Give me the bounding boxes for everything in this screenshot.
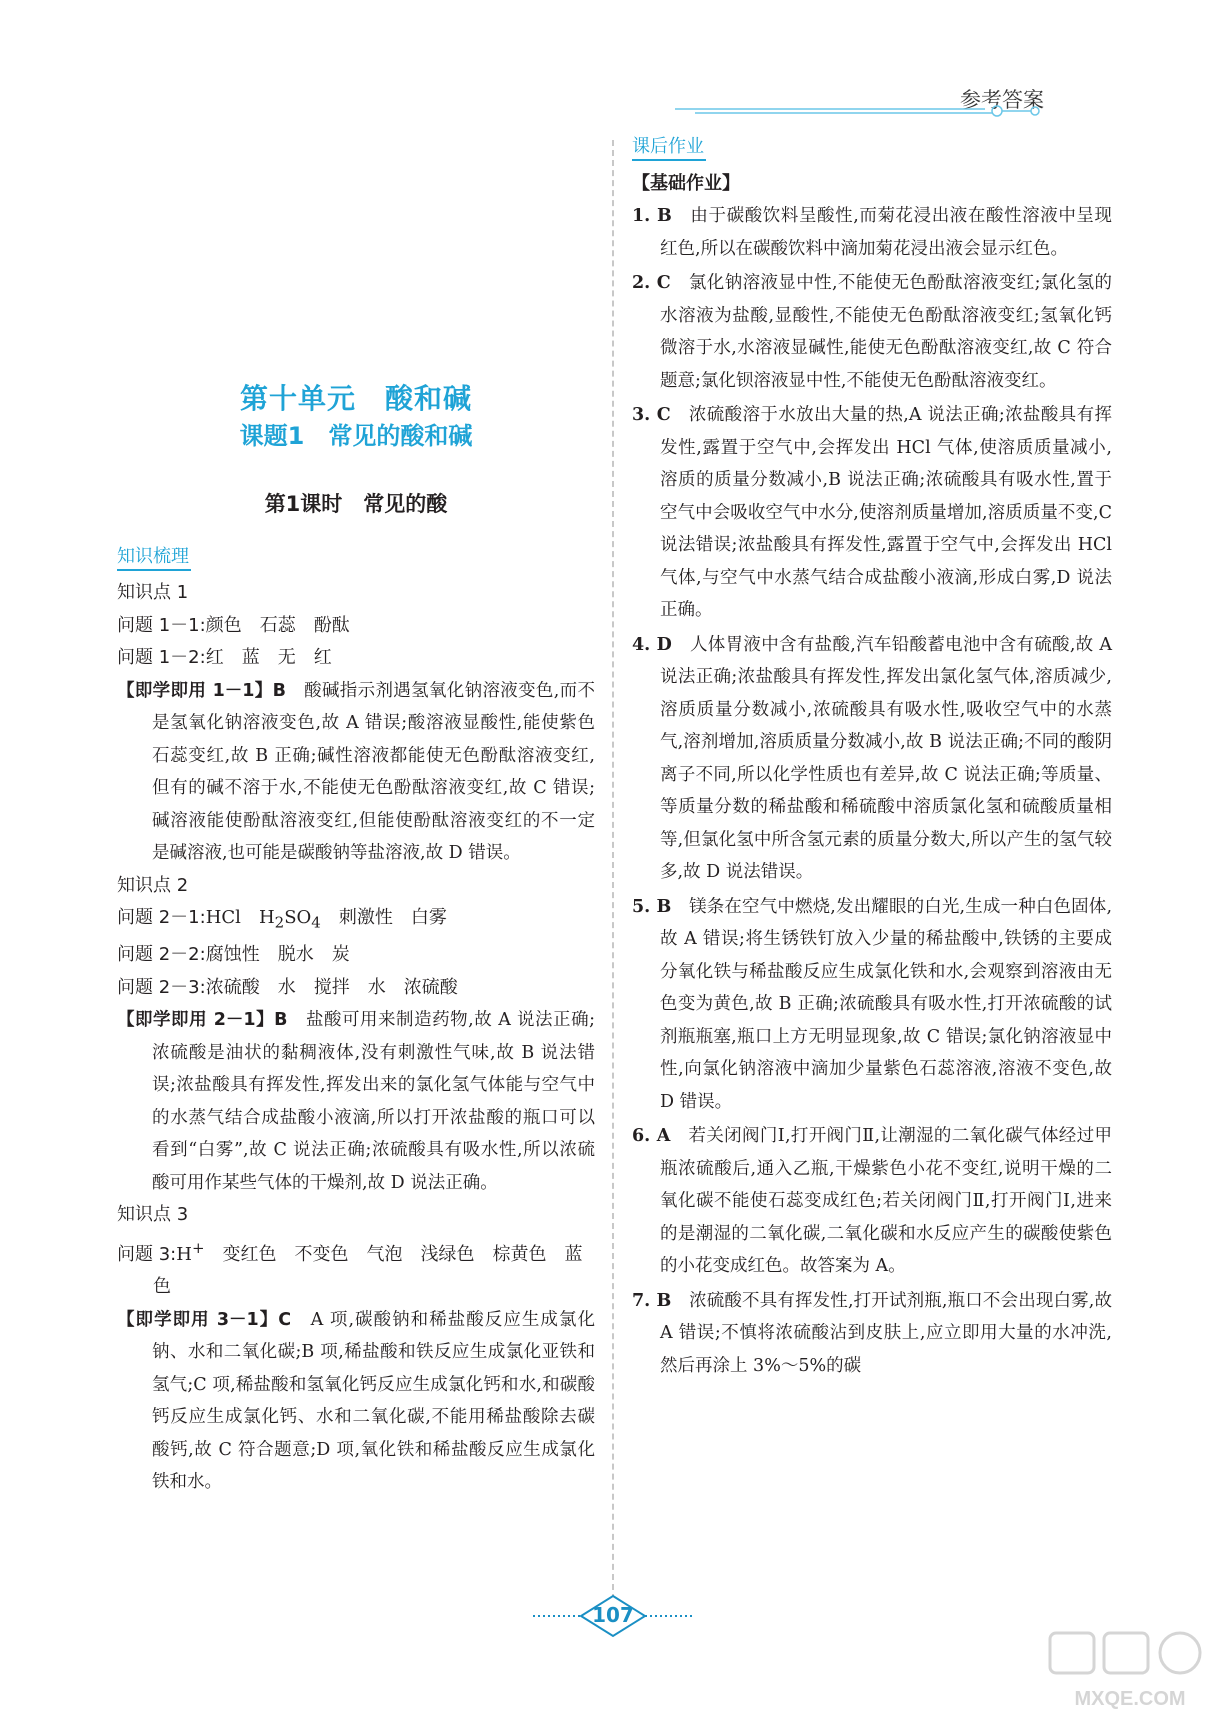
question-2-3: 问题 2－3:浓硫酸 水 搅拌 水 浓硫酸 [117, 976, 458, 998]
right-column [632, 132, 1112, 1384]
question-2-1: 问题 2－1:HCl $H_2SO_4$ 刺激性 白雾 [117, 907, 447, 932]
lesson-title: 课题1 常见的酸和碱 [239, 422, 473, 450]
practice-1-1: 【即学即用 1－1】B 酸碱指示剂遇氢氧化钠溶液变色,而不是氢氧化钠溶液变色,故 A 错误;酸溶液显酸性,能使紫色石蕊变红,故 B 正确;碱性溶液都能使无色酚酞溶液变红,但有的碱不溶于水,不能使无色酚酞溶液变红,故 C 错误;碱溶液能使酚酞溶液变红,但能使酚酞溶液变红的不一定是碱溶液,也可能是碳酸钠等盐溶液,故 D 错误。 [117, 680, 595, 863]
knowledge-point-3: 知识点 3 [117, 1204, 189, 1226]
practice-3-1: 【即学即用 3－1】C A 项,碳酸钠和稀盐酸反应生成氯化钠、水和二氧化碳;B 项,稀盐酸和铁反应生成氯化亚铁和氢气;C 项,稀盐酸和氢氧化钙反应生成氯化钙和水,和碳酸钙反应生成氯化钙、水和二氧化碳,不能用稀盐酸除去碳酸钙,故 C 符合题意;D 项,氧化铁和稀盐酸反应生成氯化铁和水。 [117, 1309, 595, 1493]
watermark-logo [1040, 1625, 1220, 1715]
answer-item: 7. B 浓硫酸不具有挥发性,打开试剂瓶,瓶口不会出现白雾,故 A 错误;不慎将浓硫酸沾到皮肤上,应立即用大量的水冲洗,然后再涂上 3%～5%的碳 [632, 1290, 1113, 1376]
knowledge-point-2: 知识点 2 [117, 874, 189, 896]
left-column [117, 380, 595, 1499]
section-tag-homework: 课后作业 [632, 132, 706, 161]
answer-item: 2. C 氯化钠溶液显中性,不能使无色酚酞溶液变红;氯化氢的水溶液为盐酸,显酸性,不能使无色酚酞溶液变红;氢氧化钙微溶于水,水溶液显碱性,能使无色酚酞溶液变红,故 C 符合题意;氯化钡溶液显中性,不能使无色酚酞溶液变红。 [632, 273, 1112, 391]
running-header: 参考答案 [960, 88, 1044, 112]
header-decoration [675, 104, 1055, 120]
unit-title: 第十单元 酸和碱 [239, 382, 472, 415]
question-2-2: 问题 2－2:腐蚀性 脱水 炭 [117, 944, 350, 966]
basic-homework-heading: 【基础作业】 [632, 173, 740, 194]
period-title: 第1课时 常见的酸 [264, 492, 448, 516]
question-3: 问题 3:H+ 变红色 不变色 气泡 浅绿色 棕黄色 蓝色 [117, 1238, 583, 1298]
question-1-1: 问题 1－1:颜色 石蕊 酚酞 [117, 614, 350, 636]
answer-item: 5. B 镁条在空气中燃烧,发出耀眼的白光,生成一种白色固体,故 A 错误;将生锈铁钉放入少量的稀盐酸中,铁锈的主要成分氧化铁与稀盐酸反应生成氯化铁和水,会观察到溶液由无色变为黄色,故 B 正确;浓硫酸具有吸水性,打开浓硫酸的试剂瓶瓶塞,瓶口上方无明显现象,故 C 错误;氯化钠溶液显中性,向氯化钠溶液中滴加少量紫色石蕊溶液,溶液不变色,故 D 错误。 [632, 896, 1113, 1112]
question-1-2: 问题 1－2:红 蓝 无 红 [117, 647, 332, 668]
answer-item: 6. A 若关闭阀门Ⅰ,打开阀门Ⅱ,让潮湿的二氧化碳气体经过甲瓶浓硫酸后,通入乙瓶,干燥紫色小花不变红,说明干燥的二氧化碳不能使石蕊变成红色;若关闭阀门Ⅱ,打开阀门Ⅰ,进来的是潮湿的二氧化碳,二氧化碳和水反应产生的碳酸使紫色的小花变成红色。故答案为 A。 [632, 1126, 1112, 1276]
answer-item: 4. D 人体胃液中含有盐酸,汽车铅酸蓄电池中含有硫酸,故 A 说法正确;浓盐酸具有挥发性,挥发出氯化氢气体,溶质减少,溶质质量分数减小,浓硫酸具有吸水性,吸收空气中的水蒸气,溶剂增加,溶质质量分数减小,故 B 说法正确;不同的酸阴离子不同,所以化学性质也有差异,故 C 说法正确;等质量、等质量分数的稀盐酸和稀硫酸中溶质氯化氢和硫酸质量相等,但氯化氢中所含氢元素的质量分数大,所以产生的氢气较多,故 D 说法错误。 [632, 634, 1113, 882]
answer-item: 1. B 由于碳酸饮料呈酸性,而菊花浸出液在酸性溶液中呈现红色,所以在碳酸饮料中滴加菊花浸出液会显示红色。 [632, 206, 1113, 259]
section-tag-knowledge: 知识梳理 [117, 542, 191, 571]
practice-2-1: 【即学即用 2－1】B 盐酸可用来制造药物,故 A 说法正确;浓硫酸是油状的黏稠液体,没有刺激性气味,故 B 说法错误;浓盐酸具有挥发性,挥发出来的氯化氢气体能与空气中的水蒸气结合成盐酸小液滴,所以打开浓盐酸的瓶口可以看到“白雾”,故 C 说法正确;浓硫酸具有吸水性,所以浓硫酸可用作某些气体的干燥剂,故 D 说法正确。 [117, 1010, 596, 1193]
svg-text:MXQE.COM: MXQE.COM [1074, 1688, 1186, 1710]
answer-item: 3. C 浓硫酸溶于水放出大量的热,A 说法正确;浓盐酸具有挥发性,露置于空气中,会挥发出 HCl 气体,使溶质质量减小,溶质的质量分数减小,B 说法正确;浓硫酸具有吸水性,置于空气中会吸收空气中水分,使溶剂质量增加,溶质质量不变,C 说法错误;浓盐酸具有挥发性,露置于空气中,会挥发出 HCl 气体,与空气中水蒸气结合成盐酸小液滴,形成白雾,D 说法正确。 [632, 405, 1112, 620]
page-number: 107 [533, 1594, 693, 1638]
column-divider [612, 140, 614, 1600]
knowledge-point-1: 知识点 1 [117, 582, 189, 603]
